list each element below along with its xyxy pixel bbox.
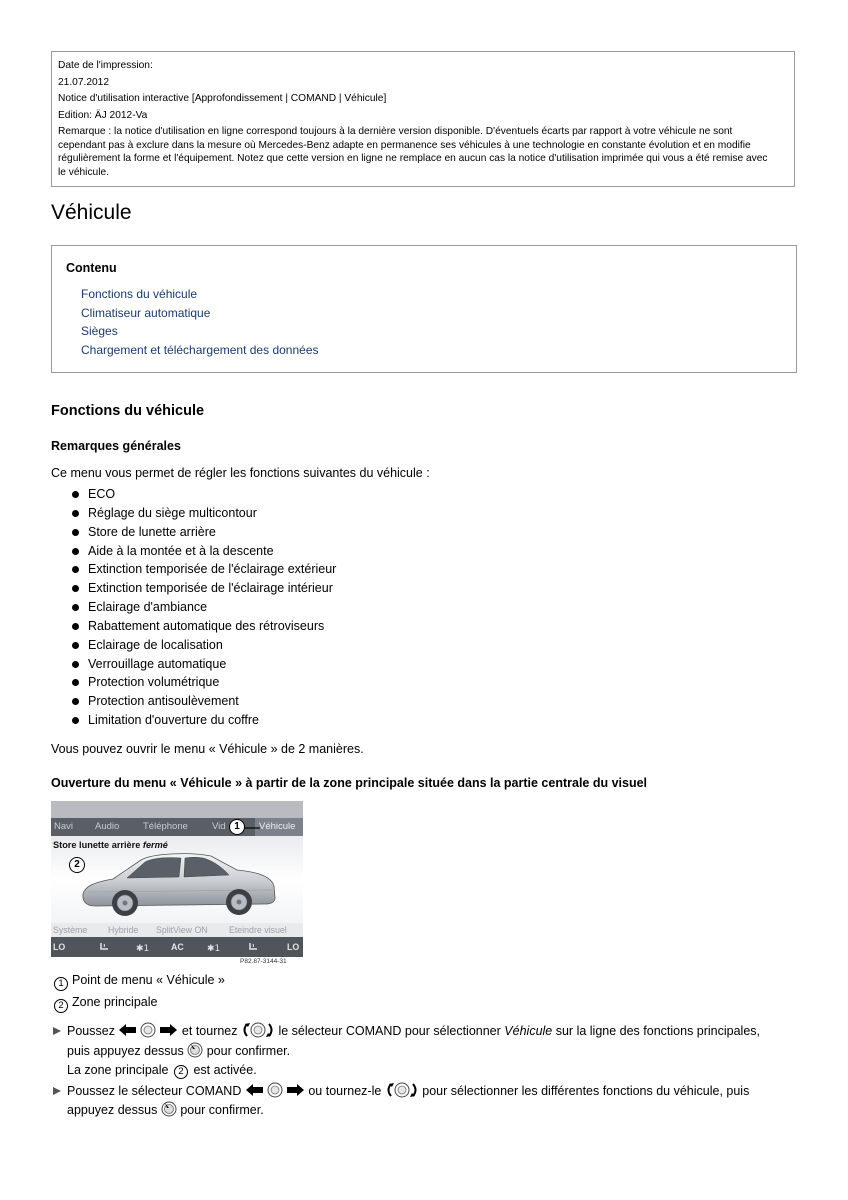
bullet-icon: [72, 491, 79, 498]
func-splitview: SplitView ON: [156, 925, 208, 935]
clim-temp-right: LO: [287, 942, 300, 952]
list-item: Eclairage d'ambiance: [51, 598, 336, 617]
toc-link-chargement[interactable]: Chargement et téléchargement des données: [81, 343, 319, 358]
callout-line: [244, 827, 260, 829]
page-title: Véhicule: [51, 201, 132, 224]
turn-controller-icon: [241, 1022, 275, 1038]
remark-line: régulièrement la forme et l'équipement. Notez que cette version en ligne ne remplace en aucun cas la notice d'utilisation imprimée qui vous a été remise avec: [58, 153, 768, 164]
list-item: Eclairage de localisation: [51, 636, 336, 655]
svg-text:✱1: ✱1: [136, 944, 150, 952]
legend-number: 2: [54, 999, 68, 1013]
figure-reference: P82.87-3144-31: [240, 958, 287, 965]
svg-text:✱1: ✱1: [207, 944, 221, 952]
toc-list: [66, 285, 796, 360]
print-info-box: [51, 51, 795, 187]
clim-ac: AC: [171, 942, 184, 952]
toc-link-sieges[interactable]: Sièges: [81, 324, 118, 339]
nav-item-telephone: Téléphone: [143, 821, 188, 832]
turn-controller-icon: [385, 1082, 419, 1098]
bullet-icon: [72, 679, 79, 686]
list-item: Réglage du siège multicontour: [51, 504, 336, 523]
list-item: Rabattement automatique des rétroviseurs: [51, 617, 336, 636]
bullet-icon: [72, 623, 79, 630]
edition: Edition: ÄJ 2012-Va: [58, 109, 148, 121]
function-list: [51, 485, 336, 730]
status-text: Store lunette arrière fermé: [53, 840, 168, 850]
list-item: Verrouillage automatique: [51, 655, 336, 674]
bullet-icon: [72, 717, 79, 724]
list-item: Extinction temporisée de l'éclairage extérieur: [51, 560, 336, 579]
press-controller-icon: [161, 1101, 177, 1117]
step-arrow-icon: [53, 1087, 61, 1095]
step-arrow-icon: [53, 1027, 61, 1035]
table-of-contents: [51, 245, 797, 373]
remark-line: cependant pas à exclure dans la mesure où Mercedes-Benz adapte en permanence ses véhicules à une technologie en constante évolution et en modifie: [58, 139, 751, 151]
list-item: Aide à la montée et à la descente: [51, 542, 336, 561]
fan-icon: [207, 942, 221, 952]
status-state: fermé: [142, 840, 168, 850]
callout-2: 2: [69, 857, 85, 873]
list-item: Protection volumétrique: [51, 673, 336, 692]
push-left-right-icon: [118, 1022, 178, 1038]
legend-number: 1: [54, 977, 68, 991]
notice-title: Notice d'utilisation interactive [Approfondissement | COMAND | Véhicule]: [58, 93, 387, 104]
remark-line: le véhicule.: [58, 166, 109, 178]
bullet-icon: [72, 642, 79, 649]
clim-temp-left: LO: [53, 942, 66, 952]
func-hybride: Hybride: [108, 925, 139, 935]
bullet-icon: [72, 604, 79, 611]
italic-vehicule: Véhicule: [504, 1024, 553, 1038]
callout-1: 1: [229, 819, 245, 835]
print-date-label: Date de l'impression:: [58, 60, 153, 71]
car-icon: [79, 848, 279, 920]
section-title: Fonctions du véhicule: [51, 403, 205, 419]
nav-item-video: Vid: [212, 821, 226, 832]
list-item: Limitation d'ouverture du coffre: [51, 711, 336, 730]
seat-heat-icon: [99, 942, 111, 952]
bullet-icon: [72, 566, 79, 573]
bullet-icon: [72, 698, 79, 705]
bullet-icon: [72, 548, 79, 555]
list-item: Store de lunette arrière: [51, 523, 336, 542]
intro-text: Ce menu vous permet de régler les fonctions suivantes du véhicule :: [51, 466, 430, 480]
section-subtitle: Remarques générales: [51, 439, 181, 453]
nav-item-vehicule: Véhicule: [259, 821, 296, 832]
print-date: 21.07.2012: [58, 76, 109, 88]
nav-item-audio: Audio: [95, 821, 120, 832]
bullet-icon: [72, 661, 79, 668]
fan-icon: [136, 942, 150, 952]
inline-number: 2: [174, 1065, 188, 1079]
func-systeme: Système: [53, 925, 88, 935]
toc-link-fonctions[interactable]: Fonctions du véhicule: [81, 287, 198, 301]
legend-item: 2 Zone principale: [54, 994, 157, 1013]
bullet-icon: [72, 585, 79, 592]
comand-screen-figure: [51, 801, 303, 957]
push-left-right-icon: [245, 1082, 305, 1098]
toc-heading: Contenu: [66, 261, 117, 275]
func-eteindre-visuel: Eteindre visuel: [229, 925, 287, 935]
remark-line: Remarque : la notice d'utilisation en ligne correspond toujours à la dernière version disponible. D'éventuels écarts par rapport à votre véhicule ne sont: [58, 126, 733, 137]
ways-text: Vous pouvez ouvrir le menu « Véhicule » de 2 manières.: [51, 742, 364, 756]
nav-item-navi: Navi: [54, 821, 74, 832]
legend-item: 1 Point de menu « Véhicule »: [54, 972, 225, 991]
procedure-heading: Ouverture du menu « Véhicule » à partir de la zone principale située dans la partie centrale du visuel: [51, 776, 648, 790]
bullet-icon: [72, 529, 79, 536]
list-item: Protection antisoulèvement: [51, 692, 336, 711]
press-controller-icon: [187, 1042, 203, 1058]
seat-heat-icon: [248, 942, 260, 952]
list-item: ECO: [51, 485, 336, 504]
list-item: Extinction temporisée de l'éclairage intérieur: [51, 579, 336, 598]
toc-link-climatiseur[interactable]: Climatiseur automatique: [81, 305, 211, 320]
bullet-icon: [72, 510, 79, 517]
